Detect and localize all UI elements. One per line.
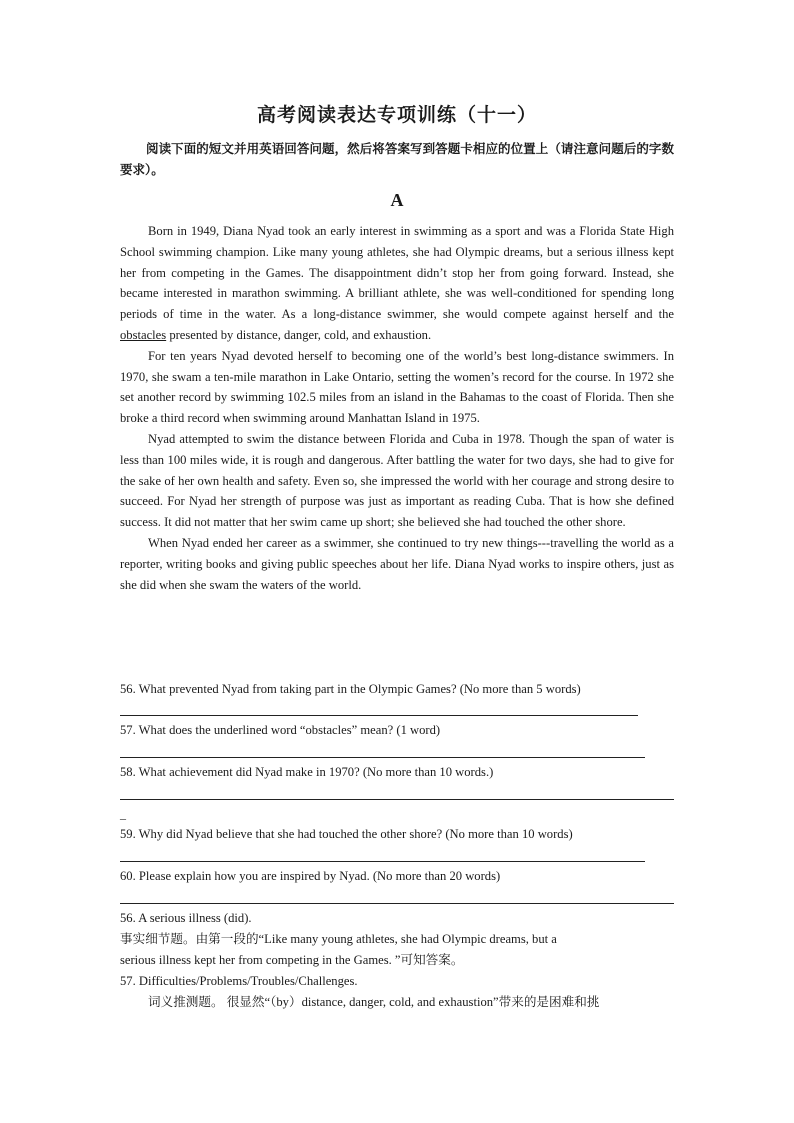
answer-56-explanation-line-1: 事实细节题。由第一段的“Like many young athletes, she had Olympic dreams, but a <box>120 932 557 946</box>
passage-paragraph-4: When Nyad ended her career as a swimmer, she continued to try new things---travelling the world as a reporter, writing books and giving public speeches about her life. Diana Nyad works to inspire others, just as she did when she swam the waters of the world. <box>120 535 674 592</box>
answer-57-explanation: 词义推测题。 很显然“（by）distance, danger, cold, and exhaustion”带来的是困难和挑 <box>148 995 600 1009</box>
page-title: 高考阅读表达专项训练（十一） <box>256 104 537 126</box>
passage-paragraph-1 <box>120 221 674 346</box>
answer-line-60[interactable] <box>120 903 674 904</box>
question-56: 56. What prevented Nyad from taking part in the Olympic Games? (No more than 5 words) <box>120 682 581 696</box>
question-59: 59. Why did Nyad believe that she had touched the other shore? (No more than 10 words) <box>120 827 573 841</box>
instructions: 阅读下面的短文并用英语回答问题，然后将答案写到答题卡相应的位置上（请注意问题后的字数要求）。 <box>120 141 674 177</box>
section-label: A <box>390 190 404 210</box>
question-60: 60. Please explain how you are inspired by Nyad. (No more than 20 words) <box>120 869 501 883</box>
reading-passage <box>120 221 674 595</box>
answer-key <box>120 908 674 1013</box>
answer-56: 56. A serious illness (did). <box>120 911 252 925</box>
answer-56-explanation-line-2: serious illness kept her from competing in the Games. ”可知答案。 <box>120 953 464 967</box>
paragraph-1-text: Born in 1949, Diana Nyad took an early interest in swimming as a sport and was a Florida State High School swimming champion. Like many young athletes, she had Olympic dreams, but a serious illness kept her from competing in the Games. The disappointment didn’t stop her from going forward. Instead, she became interested in marathon swimming. A brilliant athlete, she was well-conditioned for spending long periods of time in the water. As a long-distance swimmer, she would compete against herself and the <box>120 224 674 322</box>
underlined-word: obstacles <box>120 327 167 342</box>
question-57: 57. What does the underlined word “obstacles” mean? (1 word) <box>120 723 441 737</box>
answer-line-59[interactable] <box>120 861 645 862</box>
passage-paragraph-3: Nyad attempted to swim the distance between Florida and Cuba in 1978. Though the span of water is less than 100 miles wide, it is rough and dangerous. After battling the water for two days, she had to give for the sake of her own health and safety. Even so, she impressed the world with her courage and strong desire to succeed. For Nyad her strength of purpose was just as important as reading Cuba. That is how she defined success. It did not matter that her swim came up short; she believed she had touched the other shore. <box>120 431 674 530</box>
paragraph-1-text-end: presented by distance, danger, cold, and exhaustion. <box>166 327 432 342</box>
answer-line-58[interactable] <box>120 799 674 800</box>
question-58: 58. What achievement did Nyad make in 1970? (No more than 10 words.) <box>120 765 494 779</box>
answer-line-58-overflow: _ <box>120 807 126 821</box>
answer-line-56[interactable] <box>120 715 638 716</box>
passage-paragraph-2: For ten years Nyad devoted herself to becoming one of the world’s best long-distance swimmers. In 1970, she swam a ten-mile marathon in Lake Ontario, setting the women’s record for the course. In 1972 she set another record by swimming 102.5 miles from an island in the Bahamas to the coast of Florida. Then she broke a third record when swimming around Manhattan Island in 1975. <box>120 348 674 426</box>
answer-line-57[interactable] <box>120 757 645 758</box>
answer-57: 57. Difficulties/Problems/Troubles/Challenges. <box>120 974 358 988</box>
